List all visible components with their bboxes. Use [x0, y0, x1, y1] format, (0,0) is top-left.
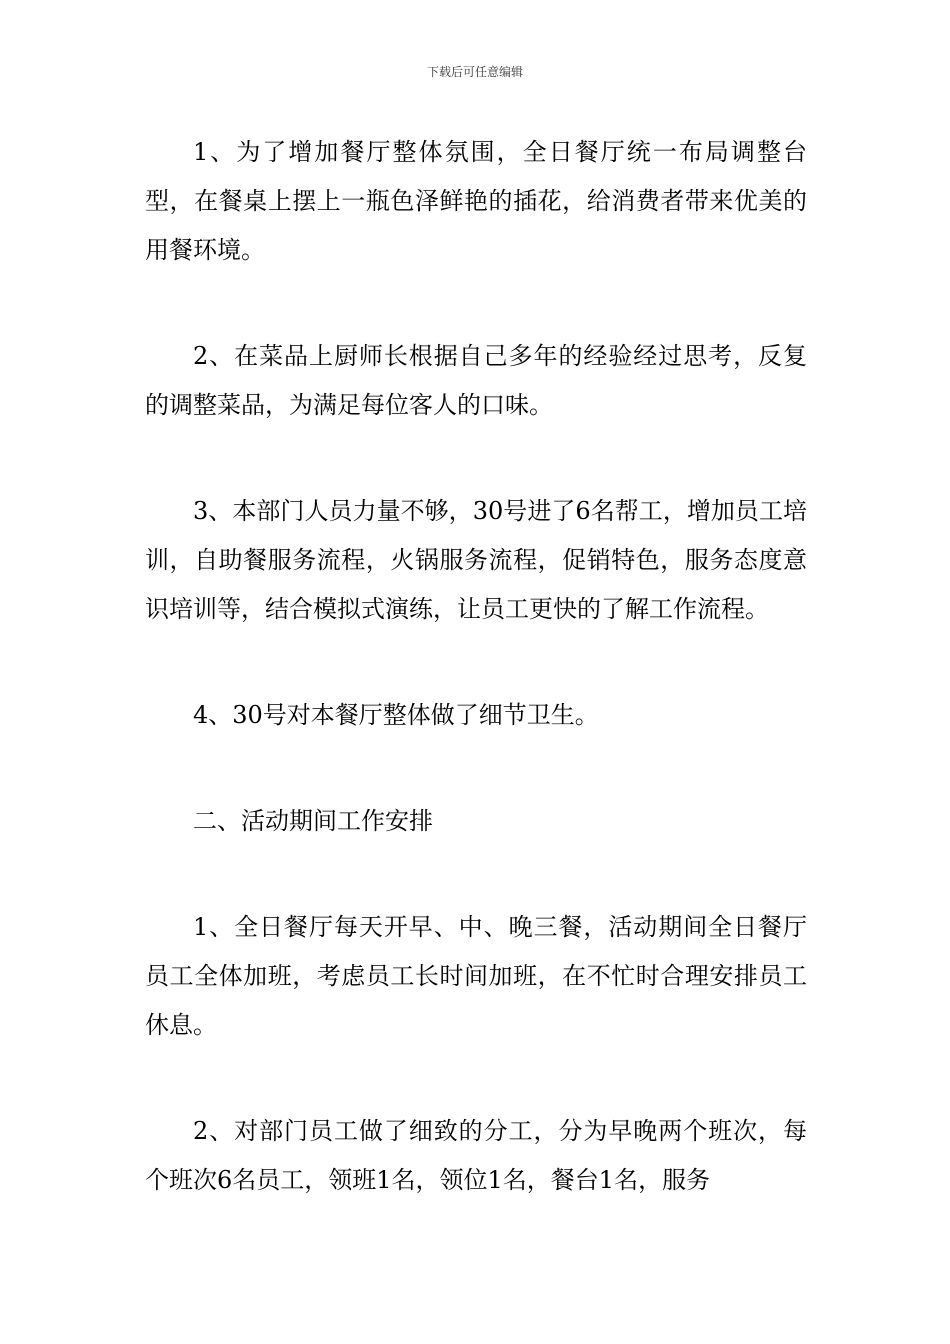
paragraph-4: 4、30号对本餐厅整体做了细节卫生。 — [193, 701, 599, 729]
paragraph-1: 1、为了增加餐厅整体氛围，全日餐厅统一布局调整台型，在餐桌上摆上一瓶色泽鲜艳的插花，给消费者带来优美的用餐环境。 — [145, 138, 807, 264]
document-body — [145, 128, 807, 1205]
paragraph-2: 2、在菜品上厨师长根据自己多年的经验经过思考，反复的调整菜品，为满足每位客人的口味。 — [145, 342, 807, 419]
paragraph-5: 1、全日餐厅每天开早、中、晚三餐，活动期间全日餐厅员工全体加班，考虑员工长时间加班，在不忙时合理安排员工休息。 — [145, 913, 807, 1039]
paragraph-6: 2、对部门员工做了细致的分工，分为早晚两个班次，每个班次6名员工，领班1名，领位1名，餐台1名，服务 — [145, 1117, 807, 1194]
paragraph-3: 3、本部门人员力量不够，30号进了6名帮工，增加员工培训，自助餐服务流程，火锅服务流程，促销特色，服务态度意识培训等，结合模拟式演练，让员工更快的了解工作流程。 — [145, 497, 807, 623]
page-header: 下载后可任意编辑 — [426, 65, 523, 79]
section-heading: 二、活动期间工作安排 — [193, 807, 433, 835]
